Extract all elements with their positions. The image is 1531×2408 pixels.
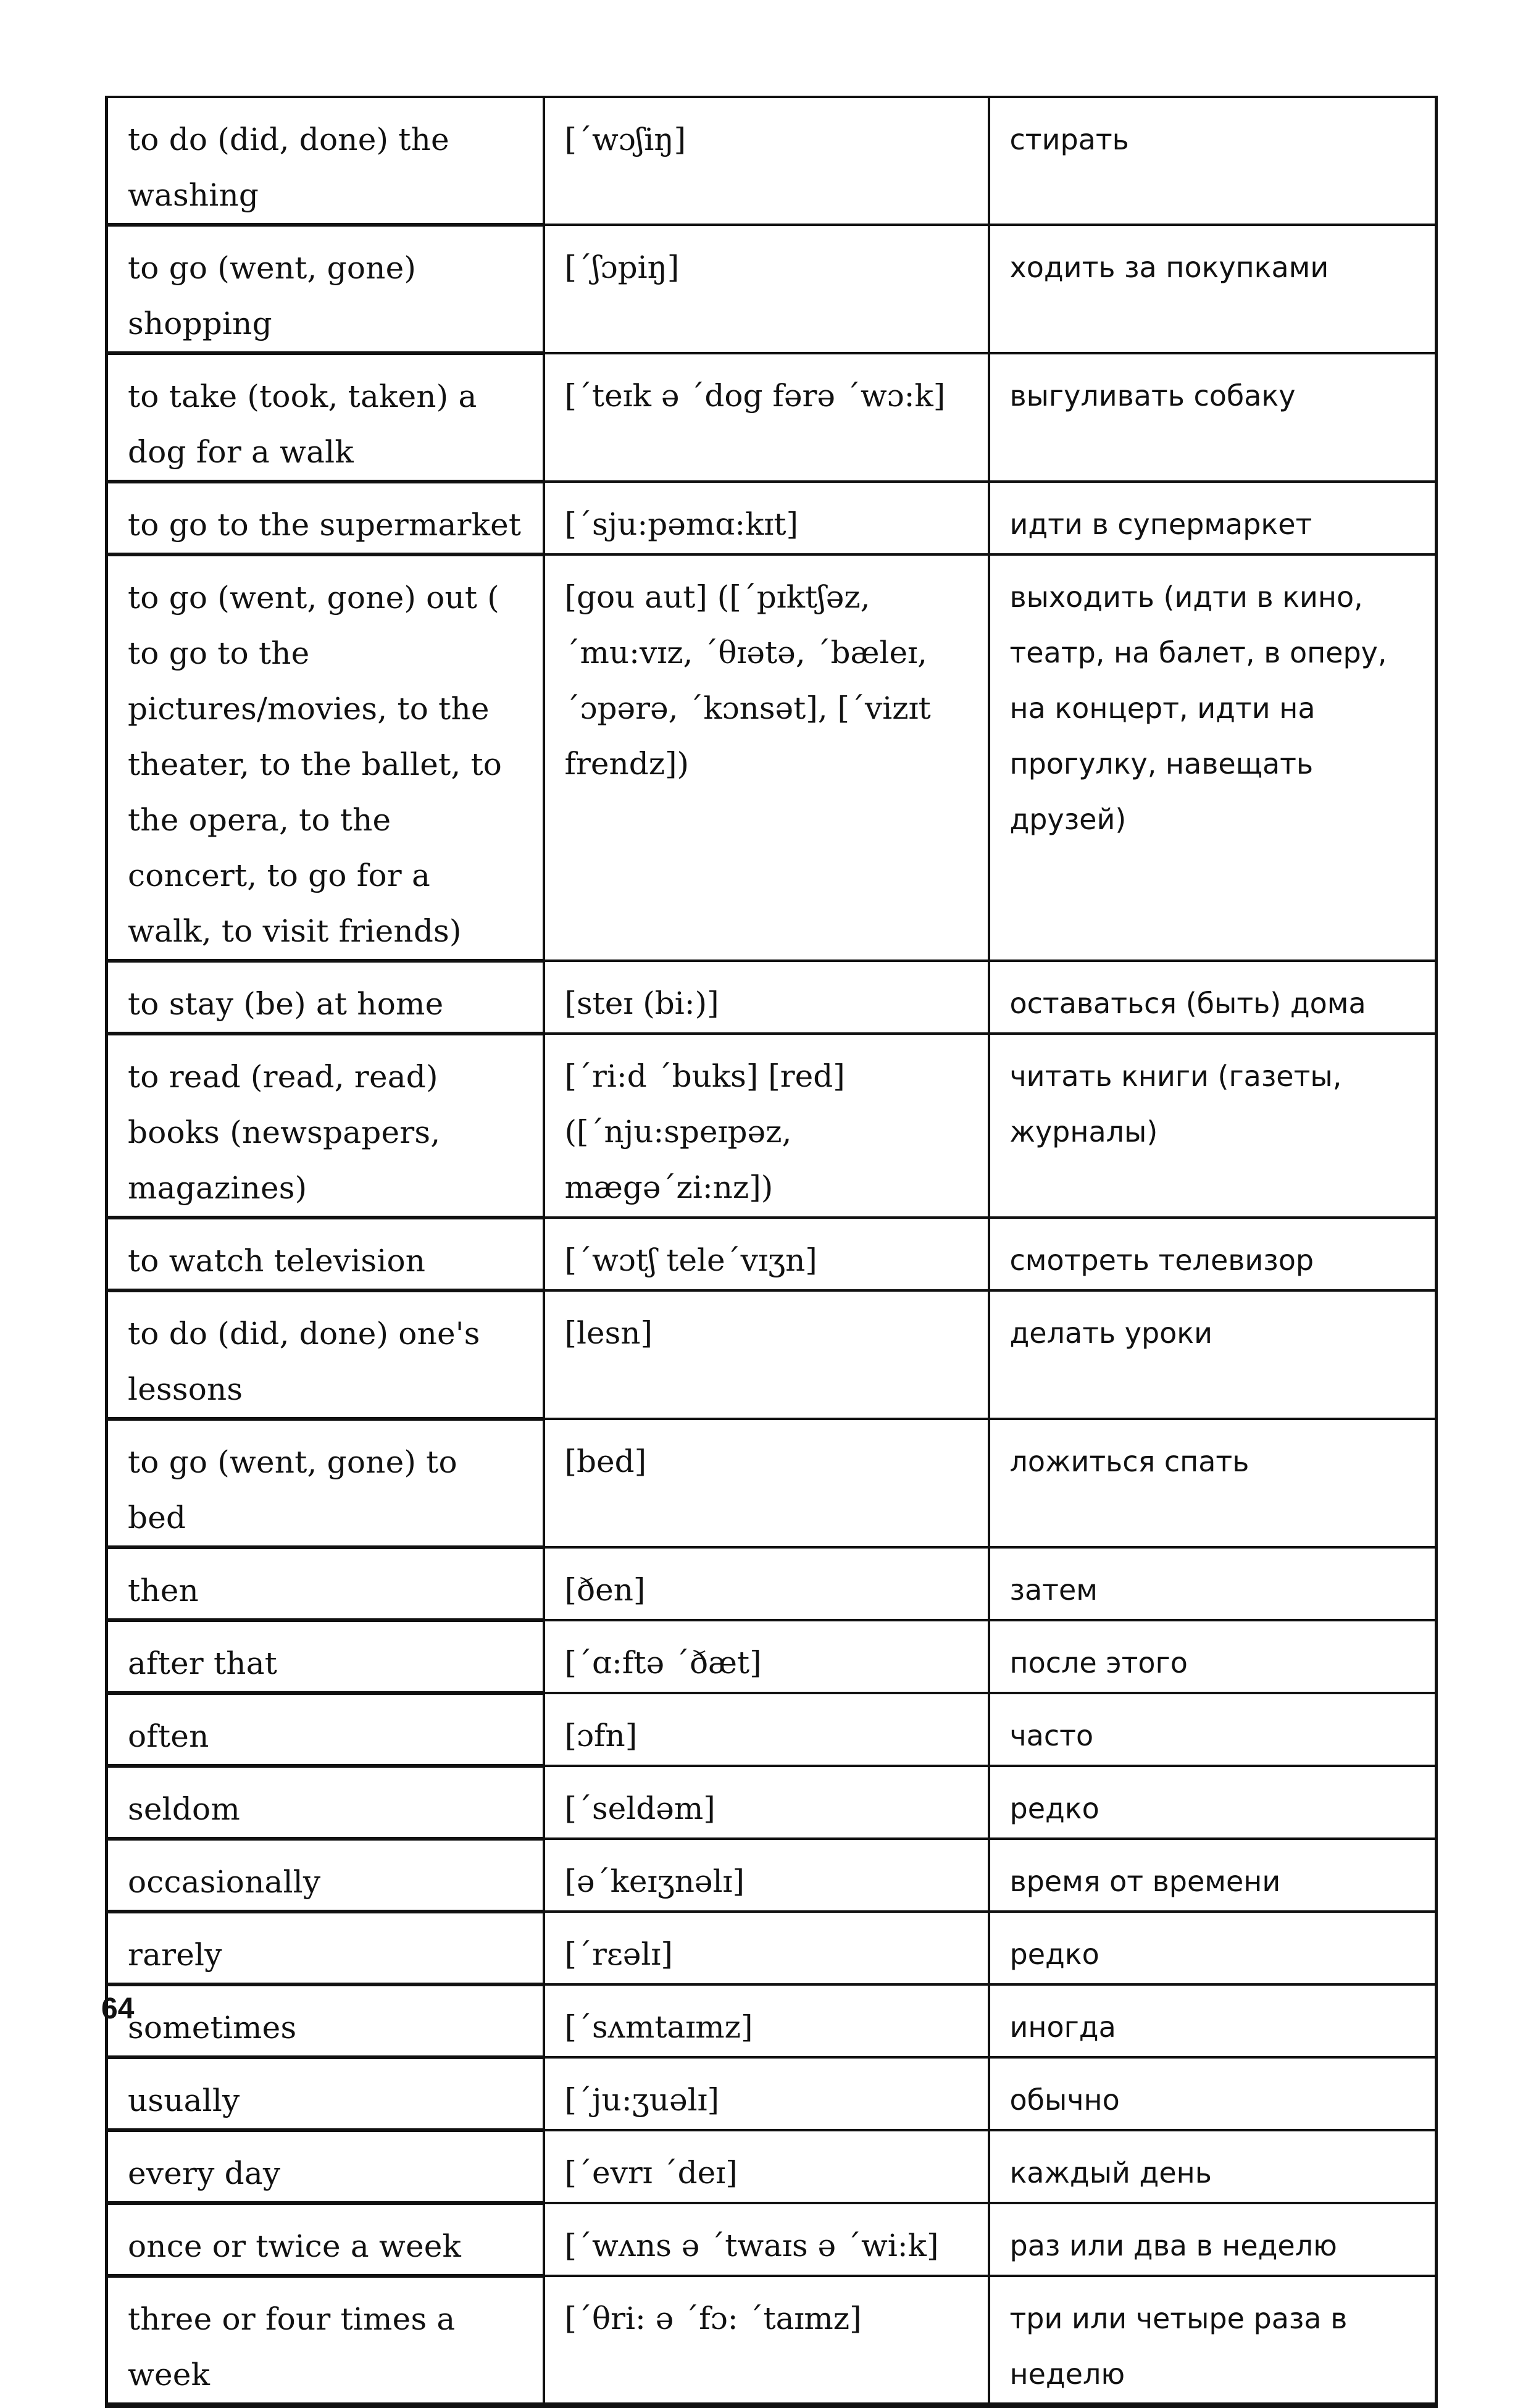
russian-translation: время от времени bbox=[989, 1839, 1437, 1912]
transcription: [ˊwɔʃiŋ] bbox=[544, 97, 989, 225]
table-row bbox=[107, 482, 1437, 554]
transcription: [ˊwɔtʃ teleˊvɪʒn] bbox=[544, 1218, 989, 1290]
transcription: [ðen] bbox=[544, 1547, 989, 1620]
transcription: [ɔfn] bbox=[544, 1693, 989, 1766]
english-phrase: to do (did, done) one's lessons bbox=[107, 1290, 544, 1419]
english-phrase: once or twice a week bbox=[107, 2203, 544, 2276]
vocabulary-table bbox=[105, 96, 1438, 2408]
table-row bbox=[107, 1766, 1437, 1839]
russian-translation: смотреть телевизор bbox=[989, 1218, 1437, 1290]
russian-translation: три или четыре раза в неделю bbox=[989, 2276, 1437, 2406]
russian-translation: делать уроки bbox=[989, 1290, 1437, 1419]
table-row bbox=[107, 554, 1437, 961]
table-row bbox=[107, 1034, 1437, 1218]
english-phrase: to go (went, gone) out ( to go to the pictures/movies, to the theater, to the ballet, to the opera, to the concert, to go for a walk, to visit friends) bbox=[107, 554, 544, 961]
russian-translation: редко bbox=[989, 1912, 1437, 1984]
english-phrase: every day bbox=[107, 2130, 544, 2203]
english-phrase: seldom bbox=[107, 1766, 544, 1839]
transcription: [ˊsʌmtaɪmz] bbox=[544, 1984, 989, 2057]
english-phrase: to stay (be) at home bbox=[107, 961, 544, 1034]
english-phrase: occasionally bbox=[107, 1839, 544, 1912]
transcription: [ˊθri: ə ˊfɔ: ˊtaɪmz] bbox=[544, 2276, 989, 2406]
english-phrase: usually bbox=[107, 2057, 544, 2130]
table-row bbox=[107, 1620, 1437, 1693]
english-phrase: often bbox=[107, 1693, 544, 1766]
transcription: [bed] bbox=[544, 1419, 989, 1547]
transcription: [ˊsju:pəmɑ:kɪt] bbox=[544, 482, 989, 554]
english-phrase: then bbox=[107, 1547, 544, 1620]
transcription: [ˊteɪk ə ˊdog fərə ˊwɔ:k] bbox=[544, 353, 989, 482]
table-row bbox=[107, 1912, 1437, 1984]
table-row bbox=[107, 2057, 1437, 2130]
english-phrase: to take (took, taken) a dog for a walk bbox=[107, 353, 544, 482]
russian-translation: оставаться (быть) дома bbox=[989, 961, 1437, 1034]
russian-translation: ходить за покупками bbox=[989, 225, 1437, 353]
russian-translation: редко bbox=[989, 1766, 1437, 1839]
table-row bbox=[107, 961, 1437, 1034]
table-row bbox=[107, 2276, 1437, 2406]
table-row bbox=[107, 1839, 1437, 1912]
transcription: [lesn] bbox=[544, 1290, 989, 1419]
english-phrase: after that bbox=[107, 1620, 544, 1693]
russian-translation: стирать bbox=[989, 97, 1437, 225]
table-row bbox=[107, 1218, 1437, 1290]
table-row bbox=[107, 2130, 1437, 2203]
english-phrase: to do (did, done) the washing bbox=[107, 97, 544, 225]
transcription: [ˊrɛəlɪ] bbox=[544, 1912, 989, 1984]
table-row bbox=[107, 1547, 1437, 1620]
table-row bbox=[107, 1693, 1437, 1766]
russian-translation: ложиться спать bbox=[989, 1419, 1437, 1547]
russian-translation: часто bbox=[989, 1693, 1437, 1766]
table-row bbox=[107, 353, 1437, 482]
russian-translation: читать книги (газеты, журналы) bbox=[989, 1034, 1437, 1218]
table-row bbox=[107, 2203, 1437, 2276]
english-phrase: to go (went, gone) shopping bbox=[107, 225, 544, 353]
russian-translation: идти в супермаркет bbox=[989, 482, 1437, 554]
table-row bbox=[107, 1290, 1437, 1419]
russian-translation: выгуливать собаку bbox=[989, 353, 1437, 482]
russian-translation: обычно bbox=[989, 2057, 1437, 2130]
english-phrase: to read (read, read) books (newspapers, magazines) bbox=[107, 1034, 544, 1218]
transcription: [ˊʃɔpiŋ] bbox=[544, 225, 989, 353]
english-phrase: rarely bbox=[107, 1912, 544, 1984]
transcription: [ˊwʌns ə ˊtwaɪs ə ˊwi:k] bbox=[544, 2203, 989, 2276]
russian-translation: раз или два в неделю bbox=[989, 2203, 1437, 2276]
table-row bbox=[107, 225, 1437, 353]
english-phrase: sometimes bbox=[107, 1984, 544, 2057]
english-phrase: to go (went, gone) to bed bbox=[107, 1419, 544, 1547]
transcription: [ˊɑ:ftə ˊðæt] bbox=[544, 1620, 989, 1693]
russian-translation: иногда bbox=[989, 1984, 1437, 2057]
transcription: [ˊevrɪ ˊdeɪ] bbox=[544, 2130, 989, 2203]
russian-translation: выходить (идти в кино, театр, на балет, в оперу, на концерт, идти на прогулку, навещать друзей) bbox=[989, 554, 1437, 961]
transcription: [steɪ (bi:)] bbox=[544, 961, 989, 1034]
russian-translation: после этого bbox=[989, 1620, 1437, 1693]
russian-translation: каждый день bbox=[989, 2130, 1437, 2203]
table-row bbox=[107, 1419, 1437, 1547]
table-row bbox=[107, 97, 1437, 225]
english-phrase: three or four times a week bbox=[107, 2276, 544, 2406]
transcription: [gou aut] ([ˊpɪktʃəz, ˊmu:vɪz, ˊθɪətə, ˊbæleɪ, ˊɔpərə, ˊkɔnsət], [ˊvizɪt frendz]) bbox=[544, 554, 989, 961]
english-phrase: to watch television bbox=[107, 1218, 544, 1290]
english-phrase: to go to the supermarket bbox=[107, 482, 544, 554]
page-number: 64 bbox=[101, 1992, 135, 2025]
russian-translation: затем bbox=[989, 1547, 1437, 1620]
transcription: [əˊkeɪʒnəlɪ] bbox=[544, 1839, 989, 1912]
transcription: [ˊri:d ˊbuks] [red] ([ˊnju:speɪpəz, mægəˊzi:nz]) bbox=[544, 1034, 989, 1218]
transcription: [ˊju:ʒuəlɪ] bbox=[544, 2057, 989, 2130]
transcription: [ˊseldəm] bbox=[544, 1766, 989, 1839]
table-row bbox=[107, 1984, 1437, 2057]
